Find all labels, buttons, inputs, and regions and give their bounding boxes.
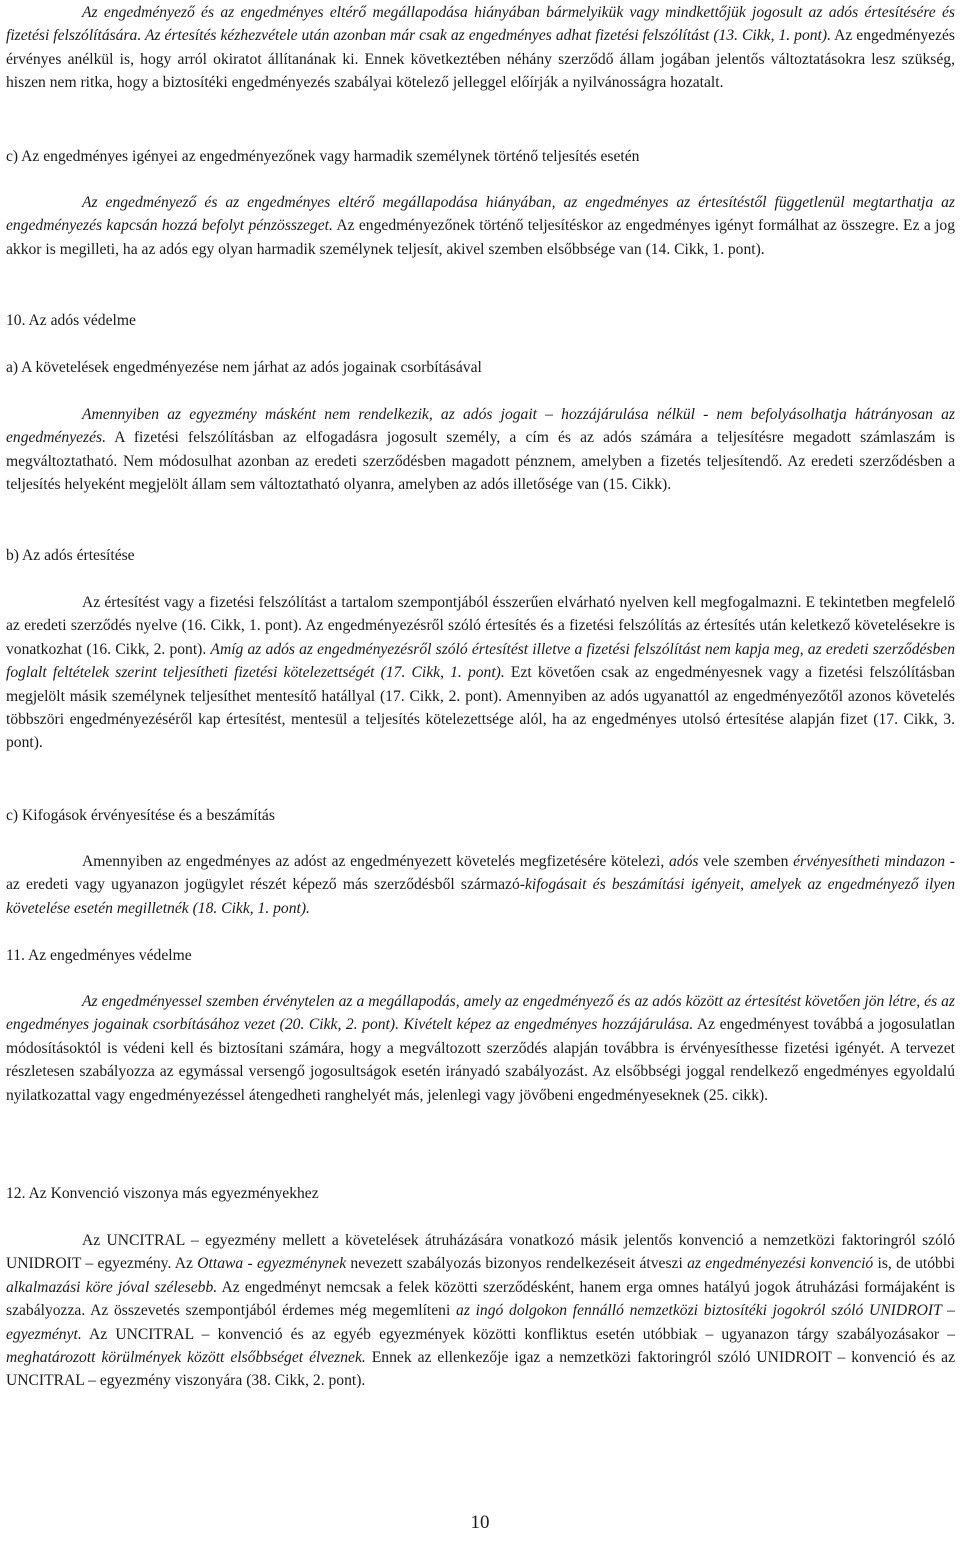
body-text: is, de utóbbi [873, 1255, 955, 1273]
body-text: Ennek az ellenkezője igaz a nemzetközi faktoringról szóló UNIDROIT – konvenció és az UNCITRAL – egyezmény viszonyára (38. Cikk, 2. pont). [6, 1349, 955, 1390]
heading-a-no-prejudice: a) A követelések engedményezése nem járhat az adós jogainak csorbításával [6, 359, 482, 376]
italic-text: meghatározott körülmények között elsőbbséget élveznek. [6, 1349, 366, 1367]
body-text: Az engedményezőnek történő teljesítéskor az engedményes igényt formálhat az összegre. Ez a jog akkor is megilleti, ha az adós egy olyan harmadik személynek teljesít, akivel szemben elsőbbsége van (14. Cikk, 1. pont). [6, 217, 955, 258]
italic-text: Az engedményező és az engedményes eltérő megállapodása hiányában bármelyikük vagy mindkettőjük jogosult az adós értesítésére és fizetési felszólítására. Az értesítés kézhezvétele után azonban már csak az engedményes adhat fizetési felszólítást (13. Cikk, 1. pont). [6, 4, 955, 45]
italic-text: Amíg az adós az engedményezésről szóló értesítést illetve a fizetési felszólítást nem kapja meg, az eredeti szerződésben foglalt feltételek szerint teljesítheti fizetési kötelezettségét (17. Cikk, 1. pont). [6, 640, 955, 682]
paragraph-assignee-protection [6, 990, 955, 1107]
body-text: Az értesítést vagy a fizetési felszólítást a tartalom szempontjából ésszerűen elvárható nyelven kell megfogalmazni. E tekintetben megfelelő az eredeti szerződés nyelve (16. Cikk, 1. pont). Az engedményezésről szóló értesítés és a fizetési felszólítás az értesítés után keletkező követelésekre is vonatkozhat (16. Cikk, 2. pont). [6, 594, 955, 658]
heading-11-assignee-protection: 11. Az engedményes védelme [6, 947, 192, 964]
heading-10-debtor-protection: 10. Az adós védelme [6, 312, 136, 329]
heading-c-defences-setoff: c) Kifogások érvényesítése és a beszámítás [6, 807, 275, 824]
page-number: 10 [470, 1512, 490, 1533]
paragraph-assignee-claims [6, 191, 955, 261]
italic-text: Ottawa - egyezménynek [197, 1255, 347, 1273]
italic-text: Amennyiben az egyezmény másként nem rendelkezik, az adós jogait – hozzájárulása nélkül - nem befolyásolhatja hátrányosan az engedményezés. [6, 406, 955, 447]
body-text: nevezett szabályozás bizonyos rendelkezéseit átveszi [346, 1255, 688, 1273]
italic-text: érvényesítheti mindazon [793, 853, 946, 870]
italic-text: kifogásait és beszámítási igényeit, amelyek az engedményező ilyen követelése esetén megilletnék (18. Cikk, 1. pont). [6, 876, 955, 917]
italic-text: az engedményezési konvenció [687, 1255, 874, 1273]
body-text: vele szemben [698, 853, 794, 870]
italic-text: Az engedményező és az engedményes eltérő megállapodása hiányában, az engedményes az értesítéstől függetlenül megtarthatja az engedményezés kapcsán hozzá befolyt pénzösszeget. [6, 194, 955, 235]
italic-text: adós [669, 853, 699, 870]
heading-12-other-conventions: 12. Az Konvenció viszonya más egyezményekhez [6, 1185, 319, 1202]
italic-text: alkalmazási köre jóval szélesebb. [6, 1278, 218, 1296]
body-text: Amennyiben az engedményes az adóst az engedményezett követelés megfizetésére kötelezi, [82, 853, 669, 870]
paragraph-debtor-rights [6, 403, 955, 497]
italic-text: Az engedményessel szemben érvénytelen az a megállapodás, amely az engedményező és az adós között az értesítést követően jön létre, és az engedményes jogainak csorbításához vezet (20. Cikk, 2. pont). Kivételt képez az engedményes hozzájárulása. [6, 993, 955, 1034]
paragraph-other-conventions [6, 1229, 955, 1393]
italic-text: az ingó dolgokon fennálló nemzetközi biztosítéki jogokról szóló UNIDROIT – egyezményt. [6, 1302, 955, 1343]
body-text: Ezt követően csak az engedményesnek vagy a fizetési felszólításban megjelölt másik személynek teljesíthet mentesítő hatállyal (17. Cikk, 2. pont). Amennyiben az adós ugyanattól az engedményezőtől azonos követelés többszöri engedményezéséről kap értesítést, mentesül a teljesítés kötelezettsége alól, ha az engedményes utolsó értesítése alapján fizet (17. Cikk, 3. pont). [6, 664, 955, 752]
body-text: A fizetési felszólításban az elfogadásra jogosult személy, a cím és az adós számára a teljesítésre megadott számlaszám is megváltoztatható. Nem módosulhat azonban az eredeti szerződésben magadott pénznem, amelyben a fizetés teljesítendő. Az eredeti szerződésben a teljesítés helyeként megjelölt állam sem változtatható olyanra, amelyben az adós illetősége van (15. Cikk). [6, 429, 955, 494]
paragraph-defences [6, 850, 955, 920]
paragraph-notification-right [6, 1, 955, 95]
body-text: Az UNCITRAL – konvenció és az egyéb egyezmények közötti konfliktus esetén utóbbiak – ugyanazon tárgy szabályozásakor – [81, 1325, 955, 1343]
body-text: Az UNCITRAL – egyezmény mellett a követelések átruházására vonatkozó másik jelentős konvenció a nemzetközi faktoringról szóló UNIDROIT – egyezmény. Az [6, 1232, 955, 1273]
body-text: - az eredeti vagy ugyanazon jogügylet részét képező más szerződésből származó- [6, 853, 955, 894]
body-text: Az engedményest továbbá a jogosulatlan módosításoktól is védeni kell és biztosítani számára, hogy a megváltozott szerződés alapján továbbra is érvényesíthesse fizetési igényét. A tervezet részletesen szabályozza az egymással versengő jogosultságok esetén irányadó szabályozást. Az elsőbbségi joggal rendelkező engedményes egyoldalú nyilatkozattal vagy engedményezéssel átengedheti ranghelyét más, jelenlegi vagy jövőbeni engedményeseknek (25. cikk). [6, 1016, 955, 1104]
heading-b-debtor-notice: b) Az adós értesítése [6, 547, 135, 564]
body-text: Az engedményt nemcsak a felek közötti szerződésként, hanem erga omnes hatályú jogok átruházási formájaként is szabályozza. Az összevetés szempontjából érdemes még megemlíteni [6, 1278, 955, 1320]
body-text: Az engedményezés érvényes anélkül is, hogy arról okiratot állítanának ki. Ennek következtében néhány szerződő állam jogában jelentős változtatásokra lesz szükség, hiszen nem ritka, hogy a biztosítéki engedményezés szabályai kötelező jelleggel előírják a nyilvánosságra hozatalt. [6, 27, 955, 92]
heading-c-claims: c) Az engedményes igényei az engedményezőnek vagy harmadik személynek történő teljesítés esetén [6, 148, 640, 165]
paragraph-debtor-notice [6, 591, 955, 755]
